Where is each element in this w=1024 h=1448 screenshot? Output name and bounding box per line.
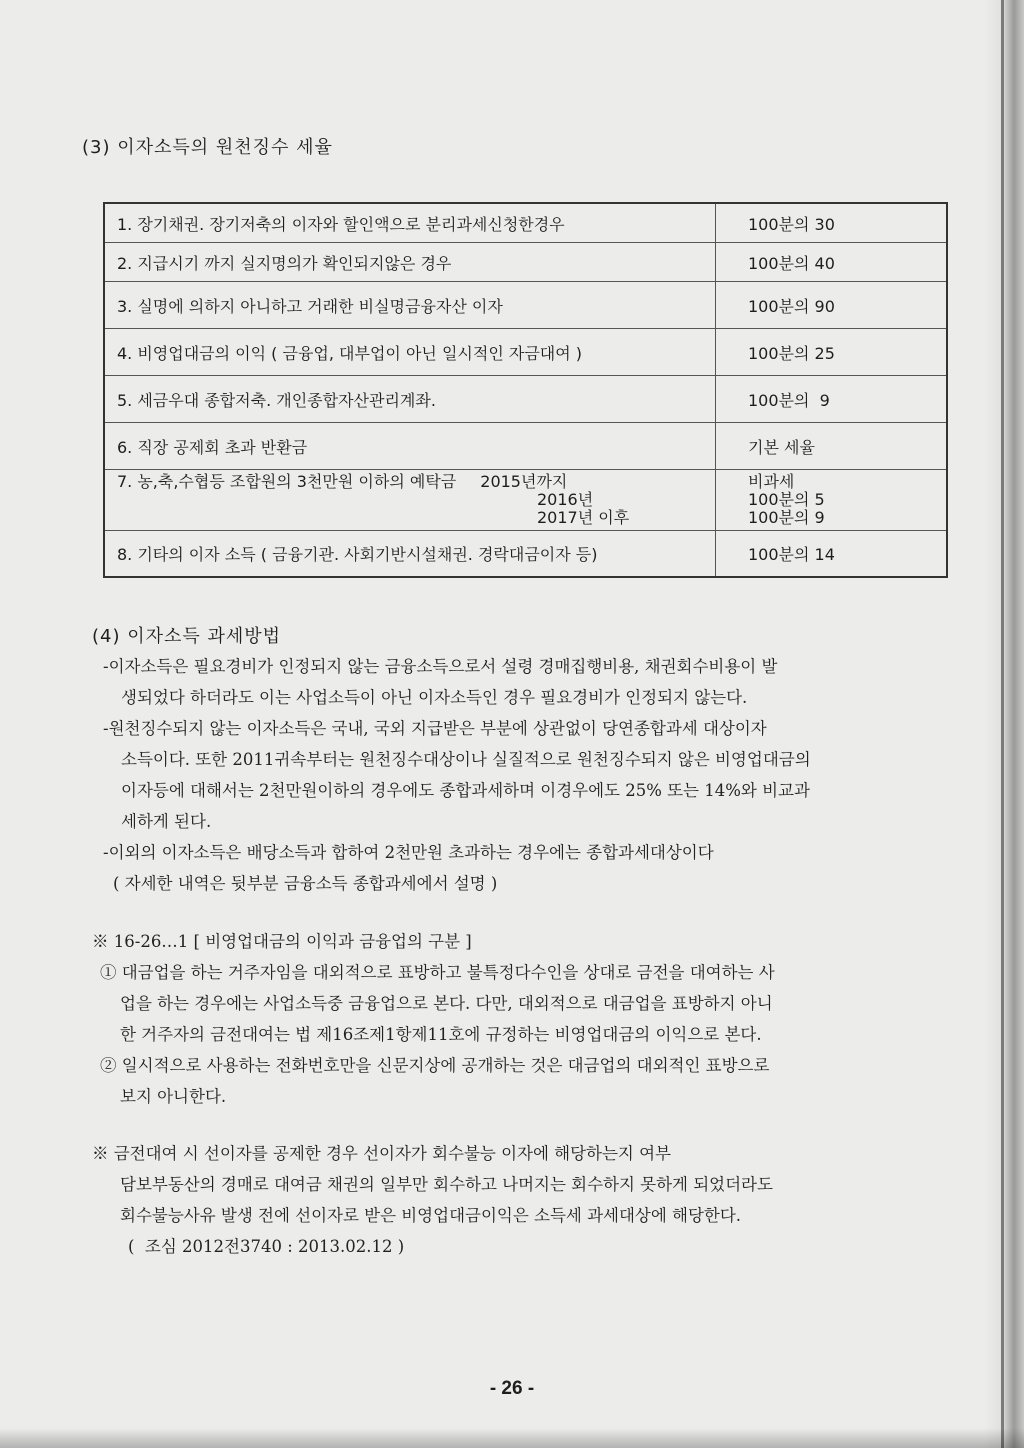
- body-line: 소득이다. 또한 2011귀속부터는 원천징수대상이나 실질적으로 원천징수되지 않은 비영업대금의: [121, 750, 811, 769]
- table-cell-rate: 기본 세율: [716, 423, 948, 470]
- table-cell-rate: 100분의 30: [716, 203, 948, 243]
- table-cell-rate: 100분의 9: [716, 376, 948, 423]
- row7-period: 2016년: [537, 490, 594, 509]
- table-cell-item: 5. 세금우대 종합저축. 개인종합자산관리계좌.: [104, 376, 716, 423]
- body-line: 세하게 된다.: [121, 812, 212, 831]
- table-cell-item: [104, 470, 716, 531]
- row7-rate: 100분의 5: [748, 490, 825, 509]
- body-line: -이외의 이자소득은 배당소득과 합하여 2천만원 초과하는 경우에는 종합과세대상이다: [103, 843, 714, 862]
- body-line: 담보부동산의 경매로 대여금 채권의 일부만 회수하고 나머지는 회수하지 못하게 되었더라도: [120, 1175, 773, 1194]
- table-cell-item: 6. 직장 공제회 초과 반환금: [104, 423, 716, 470]
- withholding-rate-table: [103, 202, 948, 578]
- section3-heading: (3) 이자소득의 원천징수 세율: [82, 137, 333, 158]
- page-bottom-shadow: [0, 1428, 1024, 1448]
- body-line: -원천징수되지 않는 이자소득은 국내, 국외 지급받은 부분에 상관없이 당연종합과세 대상이자: [103, 719, 767, 738]
- body-line: ( 조심 2012전3740 : 2013.02.12 ): [128, 1237, 405, 1256]
- note1: [92, 926, 952, 1112]
- note-title: ※ 16-26…1 [ 비영업대금의 이익과 금융업의 구분 ]: [92, 932, 472, 951]
- table-row: [104, 329, 947, 376]
- table-cell-item: 1. 장기채권. 장기저축의 이자와 할인액으로 분리과세신청한경우: [104, 203, 716, 243]
- body-line: 회수불능사유 발생 전에 선이자로 받은 비영업대금이익은 소득세 과세대상에 해당한다.: [120, 1206, 742, 1225]
- body-line: ( 자세한 내역은 뒷부분 금융소득 종합과세에서 설명 ): [113, 874, 498, 893]
- body-line: 업을 하는 경우에는 사업소득중 금융업으로 본다. 다만, 대외적으로 대금업을 표방하지 아니: [120, 994, 773, 1013]
- table-cell-rate: 100분의 40: [716, 243, 948, 282]
- table-cell-rate: [716, 470, 948, 531]
- section4-heading: (4) 이자소득 과세방법: [92, 626, 282, 647]
- table-cell-item: 4. 비영업대금의 이익 ( 금융업, 대부업이 아닌 일시적인 자금대여 ): [104, 329, 716, 376]
- row7-first-line: [117, 473, 703, 491]
- table-row: [104, 423, 947, 470]
- note-title: ※ 금전대여 시 선이자를 공제한 경우 선이자가 회수불능 이자에 해당하는지 여부: [92, 1144, 671, 1163]
- table-cell-item: 2. 지급시기 까지 실지명의가 확인되지않은 경우: [104, 243, 716, 282]
- table-cell-rate: 100분의 90: [716, 282, 948, 329]
- page-number: - 26 -: [489, 1378, 535, 1399]
- table-row: [104, 470, 947, 531]
- note2: [92, 1138, 952, 1262]
- body-line: 생되었다 하더라도 이는 사업소득이 아닌 이자소득인 경우 필요경비가 인정되지 않는다.: [121, 688, 748, 707]
- row7-rate: 100분의 9: [748, 508, 825, 527]
- body-line: 이자등에 대해서는 2천만원이하의 경우에도 종합과세하며 이경우에도 25% 또는 14%와 비교과: [121, 781, 810, 800]
- body-line: ② 일시적으로 사용하는 전화번호만을 신문지상에 공개하는 것은 대금업의 대외적인 표방으로: [100, 1056, 770, 1075]
- body-line: -이자소득은 필요경비가 인정되지 않는 금융소득으로서 설령 경매집행비용, 채권회수비용이 발: [103, 657, 778, 676]
- table-cell-rate: 100분의 25: [716, 329, 948, 376]
- page-edge-shadow: [984, 0, 1024, 1448]
- table-cell-rate: 100분의 14: [716, 531, 948, 578]
- table-cell-item: 3. 실명에 의하지 아니하고 거래한 비실명금융자산 이자: [104, 282, 716, 329]
- body-line: 한 거주자의 금전대여는 법 제16조제1항제11호에 규정하는 비영업대금의 이익으로 본다.: [120, 1025, 762, 1044]
- table-cell-item: 8. 기타의 이자 소득 ( 금융기관. 사회기반시설채권. 경락대금이자 등): [104, 531, 716, 578]
- body-line: ① 대금업을 하는 거주자임을 대외적으로 표방하고 불특정다수인을 상대로 금전을 대여하는 사: [100, 963, 775, 982]
- row7-rate: 비과세: [748, 472, 795, 491]
- body-line: 보지 아니한다.: [120, 1087, 227, 1106]
- table-row: [104, 203, 947, 243]
- page-edge-line: [1001, 0, 1004, 1448]
- table-row: [104, 531, 947, 578]
- table-row: [104, 282, 947, 329]
- row7-item-label: 7. 농,축,수협등 조합원의 3천만원 이하의 예탁금: [117, 472, 457, 491]
- row7-period: 2015년까지: [480, 472, 568, 491]
- section4-body: [103, 651, 953, 899]
- table-row: [104, 376, 947, 423]
- row7-period: 2017년 이후: [537, 508, 630, 527]
- table-row: [104, 243, 947, 282]
